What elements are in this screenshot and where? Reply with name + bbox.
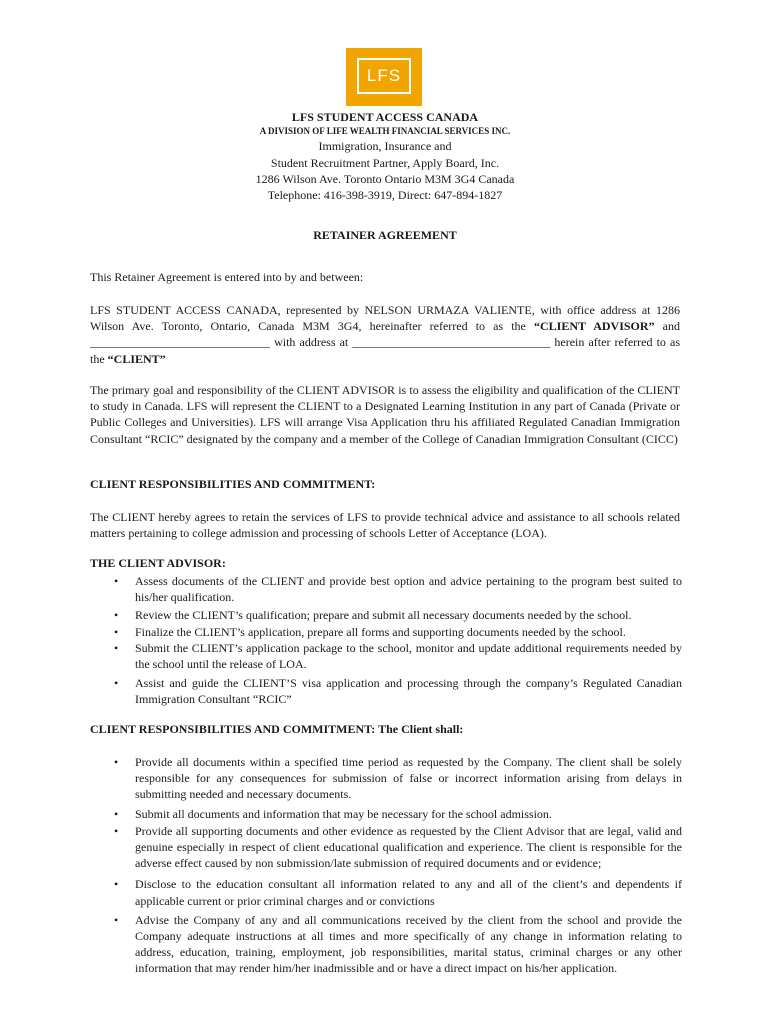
header-line-2: Student Recruitment Partner, Apply Board, Inc. bbox=[270, 156, 500, 170]
client-list bbox=[90, 754, 682, 977]
lfs-logo bbox=[346, 48, 422, 106]
bullet: • bbox=[114, 755, 119, 769]
list-item: • Provide all documents within a specified time period as requested by the Company. The client shall be solely responsible for any consequences for submission of false or incorrect information arising from delays in submitting needed and necessary documents. bbox=[114, 755, 682, 802]
bullet: • bbox=[114, 877, 119, 892]
header-line-4: Telephone: 416-398-3919, Direct: 647-894-1827 bbox=[267, 188, 503, 202]
advisor-heading: THE CLIENT ADVISOR: bbox=[90, 556, 226, 570]
list-item: • Provide all supporting documents and other evidence as requested by the Client Advisor that are legal, valid and genuine especially in respect of client educational qualification and experience. The client is responsible for the adverse effect caused by non submission/late submission of required documents and or evidence; bbox=[114, 823, 682, 871]
section2-heading: CLIENT RESPONSIBILITIES AND COMMITMENT: The Client shall: bbox=[90, 722, 464, 736]
list-item: • Assess documents of the CLIENT and provide best option and advice pertaining to the program best suited to his/her qualification. bbox=[114, 574, 682, 605]
parties-paragraph bbox=[90, 302, 680, 367]
list-item: • Disclose to the education consultant all information related to any and all of the client’s and dependents if applicable current or prior criminal charges and or convictions bbox=[114, 877, 682, 908]
client-advisor-term: “CLIENT ADVISOR” bbox=[533, 319, 655, 334]
header-line-3: 1286 Wilson Ave. Toronto Ontario M3M 3G4 Canada bbox=[255, 172, 515, 186]
section1-heading: CLIENT RESPONSIBILITIES AND COMMITMENT: bbox=[90, 477, 376, 491]
parties-text-2: and ______________________________ with address at _________________________________ herein after referred to as the bbox=[90, 319, 680, 366]
logo-text: LFS bbox=[357, 58, 411, 94]
bullet: • bbox=[114, 912, 119, 927]
header-line-1: Immigration, Insurance and bbox=[318, 139, 452, 153]
bullet: • bbox=[114, 608, 119, 623]
advisor-list bbox=[90, 573, 682, 708]
bullet: • bbox=[114, 676, 119, 691]
parties-text-1: LFS STUDENT ACCESS CANADA, represented by NELSON URMAZA VALIENTE, with office address at 1286 Wilson Ave. Toronto, Ontario, Canada M3M 3G4, hereinafter referred to as the bbox=[90, 303, 680, 334]
bullet: • bbox=[114, 823, 119, 838]
goal-paragraph: The primary goal and responsibility of the CLIENT ADVISOR is to assess the eligibility and qualification of the CLIENT to study in Canada. LFS will represent the CLIENT to a Designated Learning Institution in any part of Canada (Private or Public Colleges and Universities). LFS will arrange Visa Application thru his affiliated Regulated Canadian Immigration Consultant “RCIC” designated by the company and a member of the College of Canadian Immigration Consultant (CICC) bbox=[90, 383, 680, 446]
bullet: • bbox=[114, 806, 119, 821]
list-item: • Submit the CLIENT’s application package to the school, monitor and update additional requirements needed by the school until the release of LOA. bbox=[114, 640, 682, 672]
intro-paragraph: This Retainer Agreement is entered into by and between: bbox=[90, 270, 364, 284]
list-item: • Submit all documents and information that may be necessary for the school admission. bbox=[114, 806, 552, 821]
list-item: • Assist and guide the CLIENT’S visa application and processing through the company’s Regulated Canadian Immigration Consultant “RCIC” bbox=[114, 676, 682, 707]
bullet: • bbox=[114, 574, 119, 588]
division-line: A DIVISION OF LIFE WEALTH FINANCIAL SERVICES INC. bbox=[259, 126, 511, 136]
list-item: • Finalize the CLIENT’s application, prepare all forms and supporting documents needed by the school. bbox=[114, 624, 626, 639]
bullet: • bbox=[114, 640, 119, 655]
client-term: “CLIENT” bbox=[107, 351, 166, 366]
company-title: LFS STUDENT ACCESS CANADA bbox=[291, 110, 479, 124]
bullet: • bbox=[114, 624, 119, 639]
list-item: • Advise the Company of any and all communications received by the client from the school and provide the Company adequate instructions at all times and more specifically of any change in information relating to address, education, training, employment, job responsibilities, marital status, criminal charges or any other information that may render him/her inadmissible and or have a direct impact on his/her application. bbox=[114, 912, 682, 976]
agreement-title: RETAINER AGREEMENT bbox=[313, 228, 457, 242]
section1-paragraph: The CLIENT hereby agrees to retain the services of LFS to provide technical advice and assistance to all schools related matters pertaining to college admission and processing of schools Letter of Acceptance (LOA). bbox=[90, 510, 680, 541]
list-item: • Review the CLIENT’s qualification; prepare and submit all necessary documents needed by the school. bbox=[114, 608, 632, 623]
